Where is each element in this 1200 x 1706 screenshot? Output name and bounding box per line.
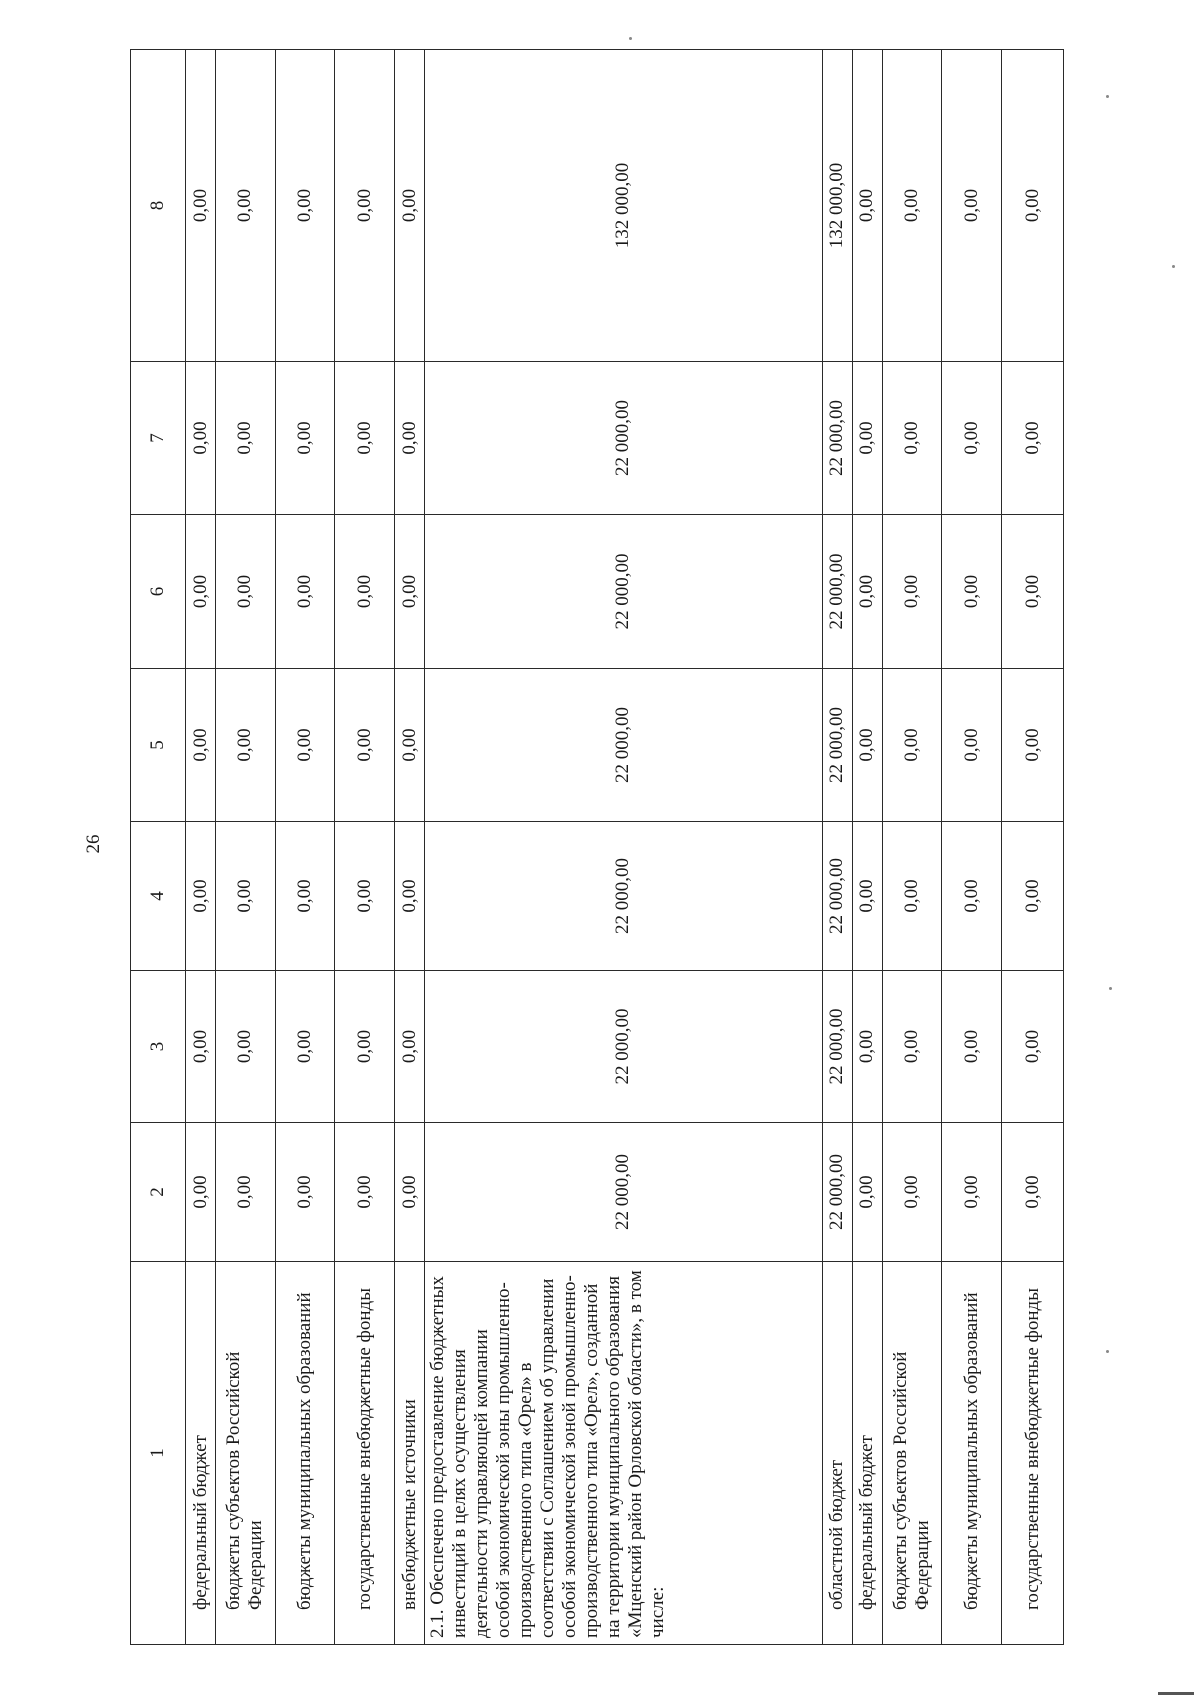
value-cell: 0,00 xyxy=(216,669,276,822)
value-cell: 0,00 xyxy=(852,971,882,1123)
value-cell: 0,00 xyxy=(186,50,216,362)
value-cell: 0,00 xyxy=(216,362,276,515)
value-cell: 0,00 xyxy=(942,1123,1002,1262)
measure-description: 2.1. Обеспечено предоставление бюджетных инвестиций в целях осуществления деятельности управляющей компании особой экономической зоны промышленно-производственного типа «Орел» в соответствии с Соглашением об управлении особой экономической зоной промышленно-производственного типа «Орел», созданной на территории муниципального образования «Мценский район Орловской области», в том числе: xyxy=(425,1262,823,1645)
value-cell: 0,00 xyxy=(1002,362,1064,515)
header-cell: 8 xyxy=(131,50,186,362)
value-cell: 0,00 xyxy=(216,1123,276,1262)
value-cell: 0,00 xyxy=(942,515,1002,669)
row-label: бюджеты субъектов Российской Федерации xyxy=(882,1262,942,1645)
value-cell: 132 000,00 xyxy=(822,50,852,362)
value-cell: 0,00 xyxy=(216,822,276,971)
value-cell: 0,00 xyxy=(882,822,942,971)
header-cell: 7 xyxy=(131,362,186,515)
value-cell: 0,00 xyxy=(216,971,276,1123)
value-cell: 0,00 xyxy=(395,515,425,669)
value-cell: 0,00 xyxy=(942,971,1002,1123)
scan-speck xyxy=(1172,265,1175,268)
value-cell: 0,00 xyxy=(882,669,942,822)
value-cell: 22 000,00 xyxy=(822,669,852,822)
value-cell: 0,00 xyxy=(186,669,216,822)
value-cell: 0,00 xyxy=(882,1123,942,1262)
value-cell: 0,00 xyxy=(335,362,395,515)
page-number: 26 xyxy=(83,834,104,854)
row-label: государственные внебюджетные фонды xyxy=(1002,1262,1064,1645)
row-label: бюджеты муниципальных образований xyxy=(942,1262,1002,1645)
value-cell: 0,00 xyxy=(216,50,276,362)
header-cell: 3 xyxy=(131,971,186,1123)
header-cell: 5 xyxy=(131,669,186,822)
table-row xyxy=(942,50,1002,1645)
value-cell: 0,00 xyxy=(186,971,216,1123)
value-cell: 0,00 xyxy=(395,971,425,1123)
table-row xyxy=(852,50,882,1645)
value-cell: 0,00 xyxy=(335,971,395,1123)
value-cell: 0,00 xyxy=(186,1123,216,1262)
value-cell: 22 000,00 xyxy=(425,515,823,669)
value-cell: 0,00 xyxy=(335,669,395,822)
value-cell: 0,00 xyxy=(335,822,395,971)
rotated-table-wrapper xyxy=(130,50,1064,1645)
value-cell: 0,00 xyxy=(882,362,942,515)
header-cell: 1 xyxy=(131,1262,186,1645)
value-cell: 22 000,00 xyxy=(822,1123,852,1262)
row-label: государственные внебюджетные фонды xyxy=(335,1262,395,1645)
value-cell: 0,00 xyxy=(1002,50,1064,362)
table-row xyxy=(1002,50,1064,1645)
value-cell: 0,00 xyxy=(335,1123,395,1262)
value-cell: 22 000,00 xyxy=(822,971,852,1123)
value-cell: 0,00 xyxy=(1002,669,1064,822)
value-cell: 0,00 xyxy=(216,515,276,669)
value-cell: 0,00 xyxy=(275,515,335,669)
value-cell: 132 000,00 xyxy=(425,50,823,362)
table-row xyxy=(216,50,276,1645)
header-cell: 2 xyxy=(131,1123,186,1262)
value-cell: 0,00 xyxy=(882,515,942,669)
scan-speck xyxy=(1106,95,1109,98)
row-label: федеральный бюджет xyxy=(852,1262,882,1645)
value-cell: 0,00 xyxy=(852,515,882,669)
value-cell: 0,00 xyxy=(395,362,425,515)
table-header-row xyxy=(131,50,186,1645)
value-cell: 0,00 xyxy=(882,50,942,362)
row-label: внебюджетные источники xyxy=(395,1262,425,1645)
value-cell: 22 000,00 xyxy=(425,669,823,822)
value-cell: 0,00 xyxy=(275,362,335,515)
header-cell: 4 xyxy=(131,822,186,971)
value-cell: 0,00 xyxy=(942,362,1002,515)
scan-speck xyxy=(629,37,632,40)
value-cell: 22 000,00 xyxy=(822,515,852,669)
value-cell: 0,00 xyxy=(852,1123,882,1262)
table-row xyxy=(275,50,335,1645)
value-cell: 22 000,00 xyxy=(425,822,823,971)
value-cell: 0,00 xyxy=(1002,971,1064,1123)
budget-table xyxy=(130,49,1064,1645)
value-cell: 0,00 xyxy=(275,669,335,822)
value-cell: 0,00 xyxy=(186,362,216,515)
value-cell: 0,00 xyxy=(186,822,216,971)
row-label: бюджеты субъектов Российской Федерации xyxy=(216,1262,276,1645)
value-cell: 0,00 xyxy=(852,822,882,971)
value-cell: 0,00 xyxy=(942,669,1002,822)
table-row xyxy=(822,50,852,1645)
scan-speck xyxy=(1109,987,1112,990)
table-row xyxy=(335,50,395,1645)
value-cell: 0,00 xyxy=(852,50,882,362)
row-label: областной бюджет xyxy=(822,1262,852,1645)
value-cell: 0,00 xyxy=(882,971,942,1123)
row-label: бюджеты муниципальных образований xyxy=(275,1262,335,1645)
scan-edge-mark xyxy=(1158,1692,1194,1695)
header-cell: 6 xyxy=(131,515,186,669)
scan-speck xyxy=(1106,1350,1109,1353)
value-cell: 0,00 xyxy=(852,669,882,822)
value-cell: 0,00 xyxy=(852,362,882,515)
row-label: федеральный бюджет xyxy=(186,1262,216,1645)
table-row xyxy=(395,50,425,1645)
value-cell: 0,00 xyxy=(1002,822,1064,971)
value-cell: 22 000,00 xyxy=(822,822,852,971)
value-cell: 22 000,00 xyxy=(425,362,823,515)
table-row xyxy=(186,50,216,1645)
value-cell: 0,00 xyxy=(275,50,335,362)
table-row-measure xyxy=(425,50,823,1645)
value-cell: 22 000,00 xyxy=(822,362,852,515)
value-cell: 0,00 xyxy=(942,822,1002,971)
value-cell: 0,00 xyxy=(335,515,395,669)
value-cell: 0,00 xyxy=(275,822,335,971)
value-cell: 0,00 xyxy=(395,1123,425,1262)
value-cell: 0,00 xyxy=(186,515,216,669)
value-cell: 0,00 xyxy=(275,1123,335,1262)
value-cell: 0,00 xyxy=(1002,1123,1064,1262)
value-cell: 0,00 xyxy=(275,971,335,1123)
value-cell: 0,00 xyxy=(1002,515,1064,669)
value-cell: 0,00 xyxy=(395,669,425,822)
value-cell: 22 000,00 xyxy=(425,1123,823,1262)
value-cell: 0,00 xyxy=(395,822,425,971)
value-cell: 22 000,00 xyxy=(425,971,823,1123)
value-cell: 0,00 xyxy=(335,50,395,362)
value-cell: 0,00 xyxy=(395,50,425,362)
value-cell: 0,00 xyxy=(942,50,1002,362)
table-row xyxy=(882,50,942,1645)
